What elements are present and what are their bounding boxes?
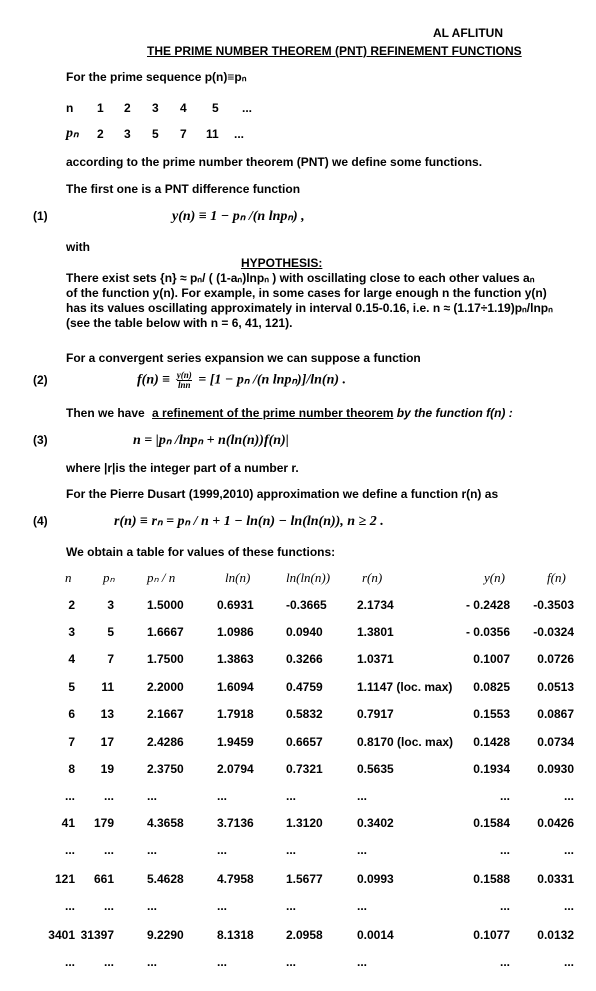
table-cell: 179 <box>93 816 114 830</box>
table-cell: ... <box>147 789 158 803</box>
hypothesis-line: of the function y(n). For example, in some cases for large enough n the function y(n) <box>66 286 547 300</box>
table-cell: 0.0426 <box>537 816 574 830</box>
table-cell: ... <box>103 955 114 969</box>
table-cell: 0.0930 <box>537 762 574 776</box>
table-cell: 0.0726 <box>537 652 574 666</box>
table-cell: -0.3503 <box>533 598 574 612</box>
table-cell: ... <box>147 843 158 857</box>
table-header-cell: y(n) <box>484 570 505 585</box>
text-integer-part: where |r|is the integer part of a number r. <box>66 461 299 475</box>
table-cell: 5.4628 <box>147 872 184 886</box>
fraction-numerator: y(n) <box>176 370 192 380</box>
table-cell: 0.0734 <box>537 735 574 749</box>
table-cell: 0.8170 (loc. max) <box>357 735 454 749</box>
table-cell: 3 <box>107 598 114 612</box>
values-table <box>0 566 596 986</box>
equation-2-number: (2) <box>33 373 48 387</box>
equation-2-rhs: = [1 − pₙ /(n lnpₙ)]/ln(n) . <box>198 372 347 388</box>
table-cell: 1.0986 <box>217 625 254 639</box>
table-cell: 0.0993 <box>357 872 394 886</box>
text-refinement-prefix: Then we have <box>66 406 145 420</box>
equation-3: n = |pₙ /lnpₙ + n(ln(n))f(n)| <box>133 433 289 448</box>
table-cell: 2.1667 <box>147 707 184 721</box>
table-cell: 2.4286 <box>147 735 184 749</box>
table-cell: ... <box>103 843 114 857</box>
table-cell: 0.0867 <box>537 707 574 721</box>
table-cell: ... <box>357 843 368 857</box>
table-cell: 0.1934 <box>473 762 510 776</box>
table-cell: 5 <box>68 680 75 694</box>
sequence-n-value: ... <box>242 101 253 115</box>
table-cell: 11 <box>101 680 114 694</box>
intro-text: For the prime sequence p(n)≡pₙ <box>66 70 247 84</box>
sequence-p-value: 3 <box>124 127 131 141</box>
hypothesis-line: has its values oscillating approximately in interval 0.15-0.16, i.e. n ≈ (1.17÷1.19)pₙ/lnpₙ <box>66 301 553 315</box>
table-cell: ... <box>64 843 75 857</box>
text-pnt-define: according to the prime number theorem (PNT) we define some functions. <box>66 155 483 169</box>
table-cell: 2 <box>68 598 75 612</box>
hypothesis-line: There exist sets {n} ≈ pₙ/ ( (1-aₙ)lnpₙ ) with oscillating close to each other values aₙ <box>66 271 535 285</box>
sequence-n-value: 3 <box>152 101 159 115</box>
table-cell: -0.0324 <box>533 625 574 639</box>
table-cell: ... <box>499 955 510 969</box>
table-cell: 8.1318 <box>217 928 254 942</box>
text-convergent-series: For a convergent series expansion we can suppose a function <box>66 351 421 365</box>
table-cell: 7 <box>68 735 75 749</box>
table-cell: 2.2000 <box>147 680 184 694</box>
text-with: with <box>66 240 90 254</box>
table-cell: 0.0940 <box>286 625 323 639</box>
table-cell: 0.1077 <box>473 928 510 942</box>
text-refinement-suffix: by the function f(n) : <box>396 406 513 420</box>
sequence-p-value: 11 <box>206 127 219 141</box>
table-cell: 0.4759 <box>286 680 323 694</box>
table-cell: 0.5832 <box>286 707 323 721</box>
table-cell: 41 <box>61 816 75 830</box>
table-cell: ... <box>64 955 75 969</box>
table-cell: 4.7958 <box>217 872 254 886</box>
sequence-n-value: 2 <box>124 101 131 115</box>
table-cell: ... <box>147 955 158 969</box>
table-cell: ... <box>103 789 114 803</box>
table-cell: 1.3863 <box>217 652 254 666</box>
table-cell: ... <box>563 789 574 803</box>
table-cell: 1.3801 <box>357 625 394 639</box>
table-cell: - 0.2428 <box>465 598 510 612</box>
fraction-denominator: lnn <box>177 380 191 390</box>
table-cell: ... <box>499 789 510 803</box>
table-cell: 0.7917 <box>357 707 394 721</box>
sequence-p-value: 2 <box>97 127 104 141</box>
table-cell: 17 <box>100 735 114 749</box>
table-cell: 0.0331 <box>537 872 574 886</box>
equation-4: r(n) ≡ rₙ = pₙ / n + 1 − ln(n) − ln(ln(n)), n ≥ 2 . <box>114 514 384 529</box>
sequence-p-value: 5 <box>152 127 159 141</box>
table-cell: 0.1553 <box>473 707 510 721</box>
table-cell: 13 <box>100 707 114 721</box>
table-cell: 3.7136 <box>217 816 254 830</box>
table-cell: ... <box>217 843 228 857</box>
sequence-n-value: 1 <box>97 101 104 115</box>
table-cell: 1.7918 <box>217 707 254 721</box>
table-cell: 1.9459 <box>217 735 254 749</box>
table-cell: ... <box>357 899 368 913</box>
table-cell: -0.3665 <box>286 598 327 612</box>
table-cell: 0.0132 <box>537 928 574 942</box>
sequence-n-value: 5 <box>212 101 219 115</box>
table-cell: 7 <box>107 652 114 666</box>
table-header-cell: r(n) <box>362 570 383 585</box>
sequence-p-label: pₙ <box>66 126 79 141</box>
table-cell: 1.0371 <box>357 652 394 666</box>
table-cell: - 0.0356 <box>465 625 510 639</box>
table-cell: 3401 <box>48 928 75 942</box>
equation-2-fraction <box>177 371 192 390</box>
equation-1: y(n) ≡ 1 − pₙ /(n lnpₙ) , <box>172 209 305 224</box>
text-dusart: For the Pierre Dusart (1999,2010) approximation we define a function r(n) as <box>66 487 499 501</box>
table-cell: 1.6667 <box>147 625 184 639</box>
table-cell: 0.0513 <box>537 680 574 694</box>
table-cell: 1.1147 (loc. max) <box>357 680 453 694</box>
table-cell: ... <box>499 843 510 857</box>
table-cell: 1.5677 <box>286 872 323 886</box>
table-cell: 1.3120 <box>286 816 323 830</box>
table-cell: 0.1588 <box>473 872 510 886</box>
hypothesis-line: (see the table below with n = 6, 41, 121). <box>66 316 293 330</box>
table-cell: 0.3266 <box>286 652 323 666</box>
table-cell: 19 <box>100 762 114 776</box>
table-cell: 0.1584 <box>473 816 510 830</box>
equation-3-number: (3) <box>33 433 48 447</box>
table-cell: ... <box>563 899 574 913</box>
table-cell: 2.3750 <box>147 762 184 776</box>
equation-4-number: (4) <box>33 514 48 528</box>
table-cell: ... <box>217 955 228 969</box>
table-cell: ... <box>217 789 228 803</box>
table-cell: ... <box>147 899 158 913</box>
table-cell: 3 <box>68 625 75 639</box>
text-refinement <box>66 406 513 420</box>
table-cell: 0.5635 <box>357 762 394 776</box>
table-cell: ... <box>64 899 75 913</box>
table-cell: 9.2290 <box>147 928 184 942</box>
table-header-cell: ln(ln(n)) <box>286 570 331 585</box>
table-cell: 0.0825 <box>473 680 510 694</box>
table-cell: 121 <box>54 872 75 886</box>
table-cell: ... <box>217 899 228 913</box>
sequence-n-label: n <box>66 101 74 115</box>
table-cell: 661 <box>93 872 114 886</box>
table-cell: ... <box>357 955 368 969</box>
table-cell: 0.6931 <box>217 598 254 612</box>
equation-2 <box>137 371 346 390</box>
refinement-link: a refinement of the prime number theorem <box>152 406 394 420</box>
table-cell: 0.3402 <box>357 816 394 830</box>
table-cell: 2.0958 <box>286 928 323 942</box>
table-header-cell: ln(n) <box>225 570 251 585</box>
equation-1-number: (1) <box>33 209 48 223</box>
table-cell: ... <box>286 955 297 969</box>
table-cell: 0.1428 <box>473 735 510 749</box>
table-cell: 1.5000 <box>147 598 184 612</box>
table-cell: ... <box>286 789 297 803</box>
table-cell: 4.3658 <box>147 816 184 830</box>
table-cell: 2.1734 <box>357 598 394 612</box>
table-header-cell: pₙ / n <box>147 570 176 585</box>
table-cell: ... <box>64 789 75 803</box>
table-cell: 4 <box>68 652 75 666</box>
table-header-cell: f(n) <box>547 570 566 585</box>
sequence-p-value: 7 <box>180 127 187 141</box>
table-cell: ... <box>103 899 114 913</box>
table-cell: 0.6657 <box>286 735 323 749</box>
table-cell: ... <box>563 955 574 969</box>
table-cell: 0.7321 <box>286 762 323 776</box>
table-cell: ... <box>563 843 574 857</box>
table-cell: 0.0014 <box>357 928 394 942</box>
page-title: THE PRIME NUMBER THEOREM (PNT) REFINEMENT FUNCTIONS <box>147 44 522 58</box>
table-cell: 1.7500 <box>147 652 184 666</box>
table-cell: 1.6094 <box>217 680 254 694</box>
table-cell: ... <box>286 843 297 857</box>
table-header-cell: n <box>65 570 72 585</box>
hypothesis-heading: HYPOTHESIS: <box>241 256 323 270</box>
sequence-n-row <box>66 101 266 117</box>
equation-2-lhs: f(n) ≡ <box>137 372 171 388</box>
table-cell: ... <box>499 899 510 913</box>
table-cell: ... <box>286 899 297 913</box>
table-cell: 5 <box>107 625 114 639</box>
table-cell: 0.1007 <box>473 652 510 666</box>
table-cell: ... <box>357 789 368 803</box>
table-header-cell: pₙ <box>103 570 115 585</box>
table-cell: 8 <box>68 762 75 776</box>
sequence-p-row <box>66 127 266 143</box>
sequence-p-value: ... <box>234 127 245 141</box>
table-cell: 31397 <box>80 928 114 942</box>
text-table-intro: We obtain a table for values of these functions: <box>66 545 336 559</box>
sequence-n-value: 4 <box>180 101 187 115</box>
table-cell: 6 <box>68 707 75 721</box>
table-cell: 2.0794 <box>217 762 254 776</box>
author: AL AFLITUN <box>433 26 503 40</box>
text-first-function: The first one is a PNT difference function <box>66 182 301 196</box>
